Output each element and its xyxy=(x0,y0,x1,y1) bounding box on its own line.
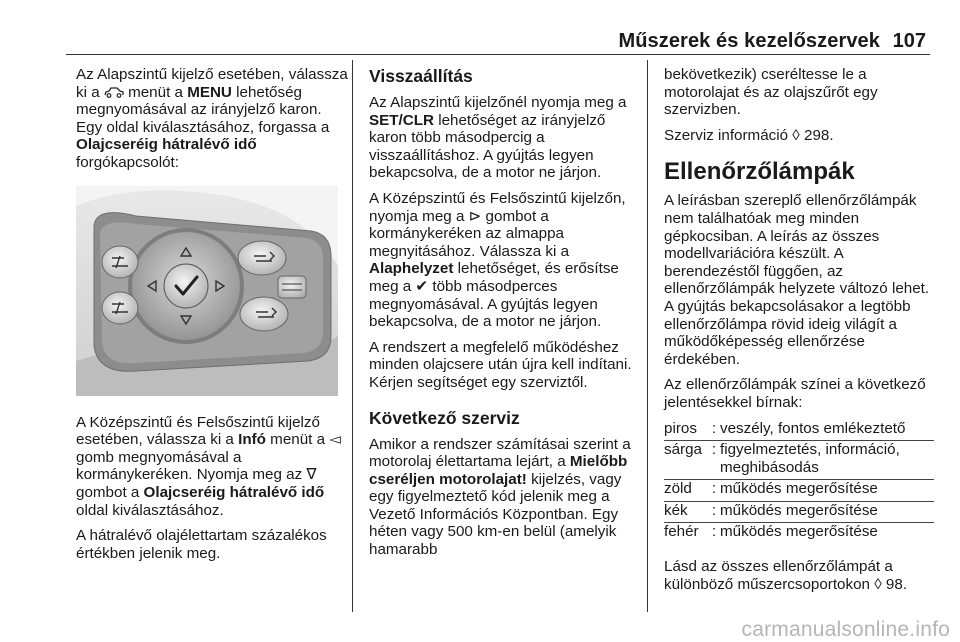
paragraph-oil-filter-change: bekövetkezik) cseréltesse le a motorolajat és az olajszűrőt egy szervizben. xyxy=(664,66,878,119)
color-name: fehér xyxy=(664,523,699,541)
color-name: sárga xyxy=(664,441,708,480)
color-sep: : xyxy=(708,441,720,480)
indicator-color-table xyxy=(664,420,934,545)
heading-warning-lights: Ellenőrzőlámpák xyxy=(664,158,855,186)
column-2 xyxy=(369,66,639,567)
paragraph-remaining-oil-life: A hátralévő olajélettartam százalékos értékben jelenik meg. xyxy=(76,527,327,562)
color-name: kék xyxy=(664,501,708,523)
heading-next-service: Következő szerviz xyxy=(369,407,520,428)
header-rule xyxy=(66,54,930,55)
steering-wheel-controls-figure xyxy=(76,186,338,396)
column-divider-1 xyxy=(352,60,353,612)
paragraph-service-info-link: Szerviz információ ◊ 298. xyxy=(664,126,834,144)
color-name: zöld xyxy=(664,480,708,502)
color-sep: : xyxy=(708,501,720,523)
color-meaning: figyelmeztetés, információ, meghibásodás xyxy=(720,441,934,480)
color-meaning: működés megerősítése xyxy=(720,480,934,502)
column-3 xyxy=(664,66,934,601)
color-meaning: működés megerősítése xyxy=(720,501,934,523)
paragraph-warning-lights-intro: A leírásban szereplő ellenőrzőlámpák nem találhatóak meg minden gépkocsiban. A leírás az összes modellvariációra készült. A berendezéstől függően, az ellenőrzőlámpák helyzete változó lehet. A gyújtás bekapcsolásakor a legtöbb ellenőrzőlámpa rövid ideig világít a működőképesség ellenőrzése érdekében. xyxy=(664,192,930,368)
paragraph-reset-mid-high: A Középszintű és Felsőszintű kijelzőn, nyomja meg a ⊳ gombot a kormánykeréken az almappa megnyitásához. Válassza ki a Alaphelyzet lehetőséget, és erősítse meg a ✔ több másodperces megnyomásával. A gyújtás legyen bekapcsolva, de a motor ne járjon. xyxy=(369,189,626,331)
color-row xyxy=(664,480,934,502)
watermark: carmanualsonline.info xyxy=(741,618,950,641)
paragraph-reset-after-oil-change: A rendszert a megfelelő működéshez minden olajcsere után újra kell indítani. Kérjen segítséget egy szerviztől. xyxy=(369,338,632,391)
paragraph-colors-intro: Az ellenőrzőlámpák színei a következő jelentésekkel bírnak: xyxy=(664,376,926,411)
paragraph-see-all-lights: Lásd az összes ellenőrzőlámpát a különböző műszercsoportokon ◊ 98. xyxy=(664,558,908,593)
paragraph-next-service: Amikor a rendszer számításai szerint a motorolaj élettartama lejárt, a Mielőbb cseréljen motorolajat! kijelzés, vagy egy figyelmeztető kód jelenik meg a Vezető Információs Központban. Egy héten vagy 500 km-en belül (amelyik hamarabb xyxy=(369,435,631,559)
color-row xyxy=(664,441,934,480)
paragraph-reset-basic: Az Alapszintű kijelzőnél nyomja meg a SET/CLR lehetőséget az irányjelző karon több másodpercig a visszaállításhoz. A gyújtás legyen bekapcsolva, de a motor ne járjon. xyxy=(369,94,627,182)
color-row xyxy=(664,501,934,523)
color-row xyxy=(664,523,934,544)
heading-reset: Visszaállítás xyxy=(369,66,473,86)
color-sep: : xyxy=(711,523,717,541)
paragraph-mid-high-display: A Középszintű és Felsőszintű kijelző esetében, válassza ki a Infó menüt a ◅ gomb megnyomásával a kormánykeréken. Nyomja meg az ∇ gombot a Olajcseréig hátralévő idő oldal kiválasztásához. xyxy=(76,413,341,519)
column-1 xyxy=(76,66,348,570)
page-number: 107 xyxy=(892,30,926,52)
column-divider-2 xyxy=(647,60,648,612)
steering-wheel-controls-illustration xyxy=(76,186,338,396)
color-meaning: működés megerősítése xyxy=(720,523,878,541)
color-name: piros xyxy=(664,420,708,441)
car-icon xyxy=(104,85,124,97)
color-sep: : xyxy=(708,480,720,502)
color-meaning: veszély, fontos emlékeztető xyxy=(720,420,934,441)
color-row xyxy=(664,420,934,441)
paragraph-basic-display: Az Alapszintű kijelző esetében, válassza ki a menüt a MENU lehetőség megnyomásával az irányjelző karon. Egy oldal kiválasztásához, forgassa a Olajcseréig hátralévő idő forgókapcsolót: xyxy=(76,66,348,171)
color-sep: : xyxy=(708,420,720,441)
page-header-title: Műszerek és kezelőszervek xyxy=(618,30,880,52)
